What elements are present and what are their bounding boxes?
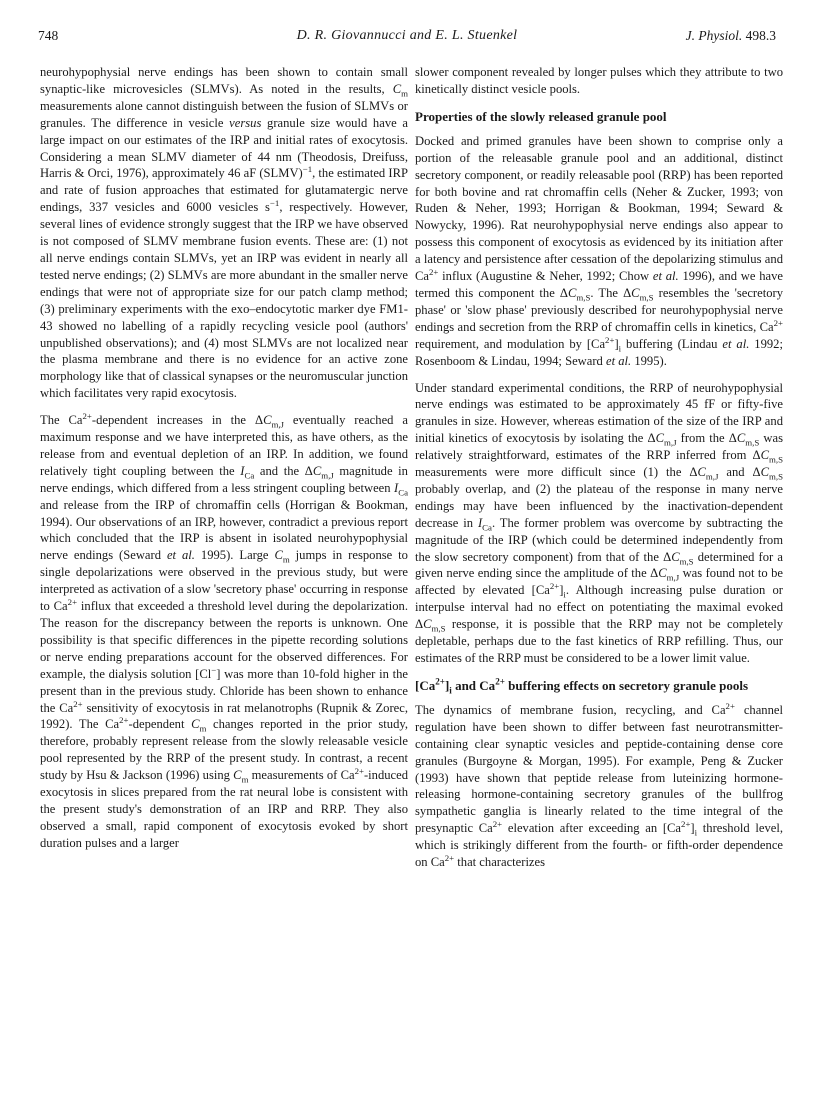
- journal-volume: 498.3: [745, 28, 776, 43]
- page-header: [38, 28, 776, 48]
- paragraph-continuation: slower component revealed by longer pulses which they attribute to two kinetically distinct vesicle pools.: [415, 65, 783, 96]
- journal-name: J. Physiol.: [685, 28, 743, 43]
- paragraph-slmv: neurohypophysial nerve endings has been shown to contain small synaptic-like microvesicles (SLMVs). As noted in the results, $C_m$ measurements alone cannot distinguish between the fusion of SLMVs or granules. The difference in vesicle versus granule size would have a large impact on our estimates of the IRP and initial rates of exocytosis. Considering a mean SLMV diameter of 44 nm (Theodosis, Dreifuss, Harris & Orci, 1976), approximately 46 aF (SLMV)$^{-1}$, the estimated IRP and rate of fusion approaches that estimated for glutamatergic nerve endings, 337 vesicles and 6000 vesicles $s^{-1}$, respectively. However, several lines of evidence strongly suggest that the IRP we have observed is not composed of SLMV membrane fusion events. These are: (1) not all nerve endings contain SLMVs, yet an IRP was evident in nearly all tested nerve endings; (2) SLMVs are more abundant in the smaller nerve endings that were not of appropriate size for our patch clamp method; (3) preliminary experiments with the exo–endocytotic marker dye FM1-43 showed no labelling of a rapidly recycling vesicle pool (authors' unpublished observations); and (4) most SLMVs are not localized near the plasma membrane and there is no evidence for an active zone morphology like that of classical synapses or the neuromuscular junction which facilitates very rapid exocytosis.: [40, 65, 408, 401]
- paragraph-rrp: Docked and primed granules have been shown to comprise only a portion of the releasable granule pool and an additional, distinct secretory component, or readily releasable pool (RRP) has been reported for both bovine and rat chromaffin cells (Neher & Zucker, 1993; von Ruden & Neher, 1993; Horrigan & Bookman, 1994; Seward & Nowycky, 1996). Rat neurohypophysial nerve endings also appear to possess this component of exocytosis as evidenced by its initiation after a latency and persistence after cessation of the depolarizing stimulus and $Ca^{2+}$ influx (Augustine & Neher, 1992; Chow et al. 1996), and we have termed this component the $\Delta C_{m,S}$. The $\Delta C_{m,S}$ resembles the 'secretory phase' or 'slow phase' previously described for neurohypophysial nerve endings and secretion from the RRP of chromaffin cells in kinetics, $Ca^{2+}$ requirement, and modulation by $[Ca^{2+}]_i$ buffering (Lindau et al. 1992; Rosenboom & Lindau, 1994; Seward et al. 1995).: [415, 133, 784, 368]
- journal-reference: [686, 28, 776, 44]
- paragraph-irp-depletion: The $Ca^{2+}$-dependent increases in the $\Delta C_{m,J}$ eventually reached a maximum response and we have interpreted this, as have others, as the release from and eventual depletion of an IRP. In addition, we found relatively tight coupling between the $I_{Ca}$ and the $\Delta C_{m,J}$ magnitude in nerve endings, which differed from a less stringent coupling between $I_{Ca}$ and release from the IRP of chromaffin cells (Horrigan & Bookman, 1994). Our observations of an IRP, however, contradict a previous report which concluded that the IRP is absent in isolated neurohypophysial nerve endings (Seward et al. 1995). Large $C_m$ jumps in response to single depolarizations were observed in the previous study, but were interpreted as activation of a slow 'secretory phase' occurring in response to $Ca^{2+}$ influx that exceeded a threshold level during the depolarization. The reason for the discrepancy between the reports is unknown. One possibility is that specific differences in the pipette recording solutions or nerve ending preparations account for the observed differences. For example, the dialysis solution [Cl−] was more than 10-fold higher in the present than in the previous study. Chloride has been shown to enhance the $Ca^{2+}$ sensitivity of exocytosis in rat melanotrophs (Rupnik & Zorec, 1992). The $Ca^{2+}$-dependent $C_m$ changes reported in the prior study, therefore, probably represent release from the slowly releasable vesicle pool represented by the RRP of the present study. In contrast, a recent study by Hsu & Jackson (1996) using $C_m$ measurements of $Ca^{2+}$-induced exocytosis in slices prepared from the rat neural lobe is consistent with the present study's demonstration of an IRP and RRP. They also observed a small, rapid component of exocytosis evoked by short duration pulses and a larger: [40, 410, 409, 850]
- paragraph-dynamics: The dynamics of membrane fusion, recycling, and $Ca^{2+}$ channel regulation have been shown to differ between fast neurotransmitter-containing clear synaptic vesicles and peptide-containing dense core granules (Burgoyne & Morgan, 1995). For example, Peng & Zucker (1993) have shown that peptide release from luteinizing hormone-releasing hormone-containing secretory granules of the bullfrog sympathetic ganglia is linearly related to the time integral of the presynaptic $Ca^{2+}$ elevation after exceeding an $[Ca^{2+}]_i$ threshold level, which is strikingly different from the fourth- or fifth-order dependence on $Ca^{2+}$ that characterizes: [415, 700, 783, 870]
- section-heading-buffering: $[Ca^{2+}]_i$ and $Ca^{2+}$ buffering effects on secretory granule pools: [415, 676, 749, 696]
- running-authors: D. R. Giovannucci and E. L. Stuenkel: [296, 28, 518, 43]
- page-number: 748: [38, 28, 59, 43]
- right-column: [415, 64, 783, 871]
- section-heading-slow-pool: Properties of the slowly released granule pool: [415, 108, 667, 124]
- paragraph-rrp-size: Under standard experimental conditions, the RRP of neurohypophysial nerve endings was estimated to be approximately 45 fF or fifty-five granules in size. However, whereas estimation of the size of the IRP and initial kinetics of exocytosis by isolating the $\Delta C_{m,J}$ from the $\Delta C_{m,S}$ was relatively straightforward, estimates of the RRP inferred from $\Delta C_{m,S}$ measurements were more difficult since (1) the $\Delta C_{m,J}$ and $\Delta C_{m,S}$ probably overlap, and (2) the plateau of the response in many nerve endings may have been influenced by the inactivation-dependent decrease in $I_{Ca}$. The former problem was overcome by subtracting the magnitude of the IRP (which could be determined independently from the slow secretory component) from that of the $\Delta C_{m,S}$ determined for a given nerve ending since the amplitude of the $\Delta C_{m,J}$ was found not to be affected by elevated $[Ca^{2+}]_i$. Although increasing pulse duration or interpulse interval had no effect on potentiating the maximal evoked $\Delta C_{m,S}$ response, it is possible that the RRP may not be completely depletable, perhaps due to the fast kinetics of RRP refilling. Thus, our estimates of the RRP must be considered to be a lower limit value.: [415, 380, 784, 665]
- left-column: [40, 64, 408, 852]
